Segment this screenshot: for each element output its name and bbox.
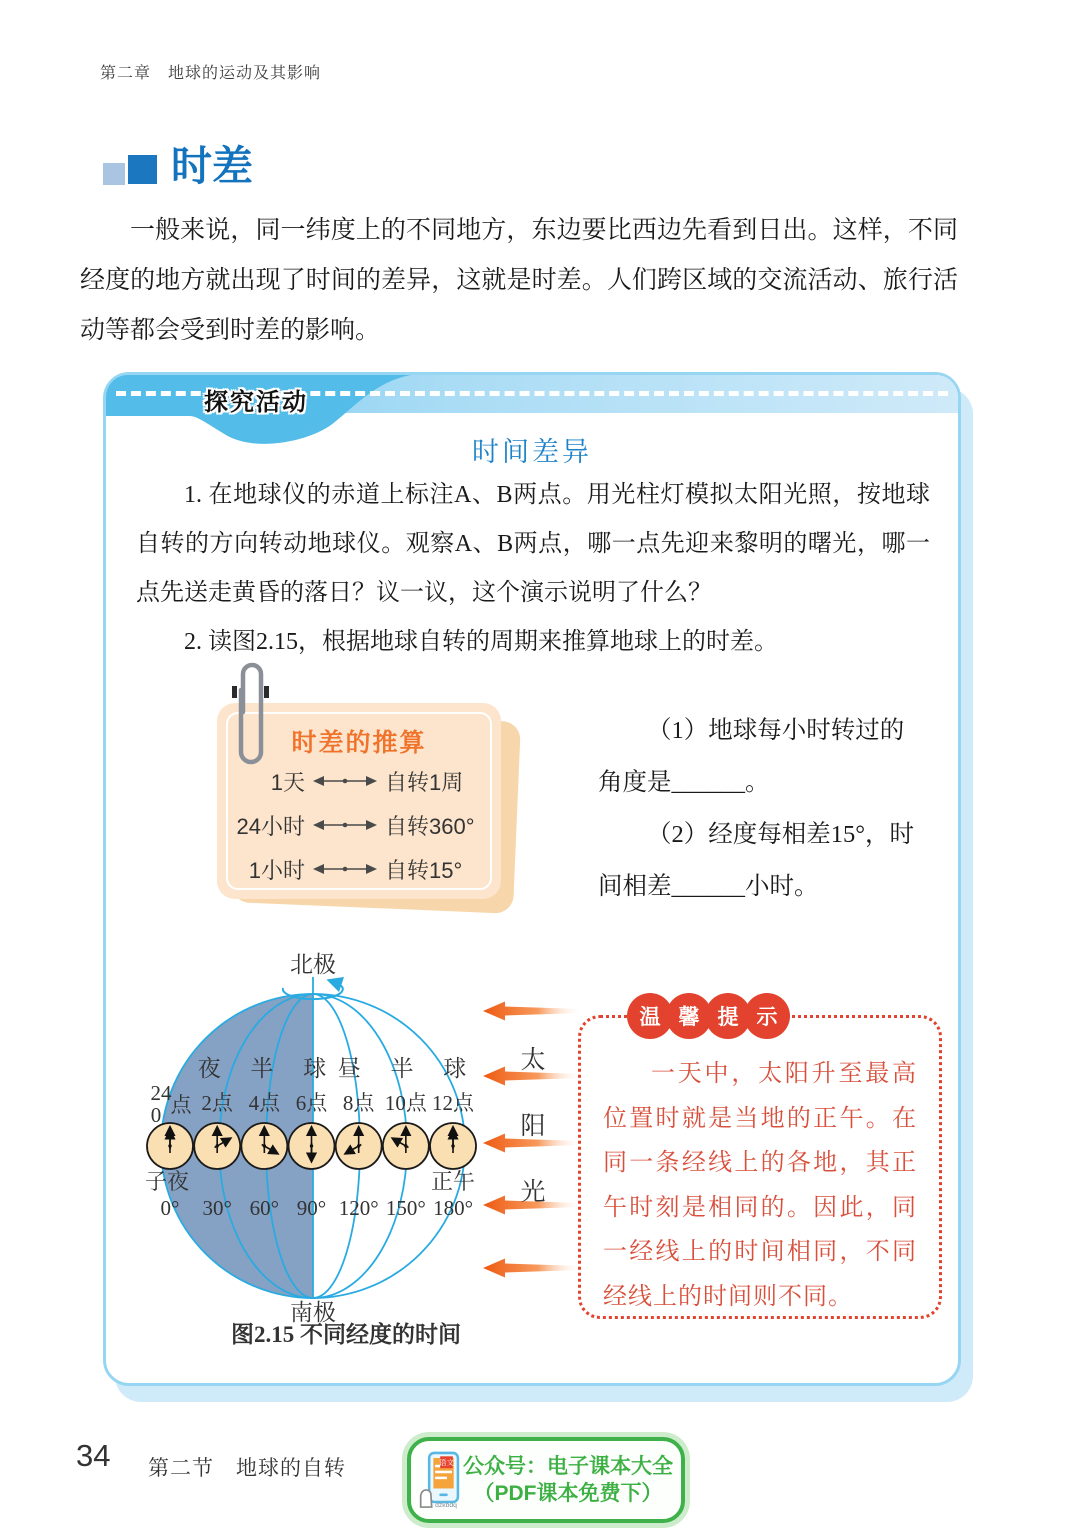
note-card-title: 时差的推算 bbox=[291, 729, 427, 757]
clock-face bbox=[430, 1123, 476, 1169]
clock-time-label: 12点 bbox=[432, 1091, 475, 1115]
double-arrow-icon bbox=[313, 774, 377, 788]
note-card-wrap bbox=[213, 660, 523, 900]
promo-badge[interactable] bbox=[407, 1437, 685, 1523]
night-hemisphere-label: 夜 半 球 bbox=[197, 1056, 339, 1081]
section-squares-icon bbox=[103, 151, 159, 187]
section-title: 时差 bbox=[171, 143, 253, 189]
note-right: 自转1周 bbox=[385, 769, 464, 795]
tip-badge bbox=[627, 993, 790, 1039]
question-2-line-2: 间相差______小时。 bbox=[598, 873, 819, 900]
clock-face bbox=[147, 1123, 193, 1169]
tip-badge-char: 馨 bbox=[666, 993, 712, 1039]
chapter-header: 第二章 地球的运动及其影响 bbox=[100, 65, 322, 82]
longitude-label: 0° bbox=[160, 1196, 180, 1220]
longitude-label: 60° bbox=[249, 1196, 280, 1220]
note-right: 自转360° bbox=[385, 813, 475, 839]
longitude-label: 120° bbox=[338, 1196, 379, 1220]
clock0-label-0: 0 bbox=[150, 1103, 162, 1127]
promo-text bbox=[463, 1453, 673, 1507]
promo-line-1: 公众号：电子课本大全 bbox=[463, 1455, 673, 1478]
explore-activity-box bbox=[103, 372, 961, 1386]
intro-paragraph: 一般来说，同一纬度上的不同地方，东边要比西边先看到日出。这样，不同经度的地方就出现了时间的差异，这就是时差。人们跨区域的交流活动、旅行活动等都会受到时差的影响。 bbox=[80, 217, 958, 344]
south-pole-label: 南极 bbox=[290, 1300, 336, 1325]
paperclip-icon bbox=[231, 660, 273, 780]
double-arrow-icon bbox=[313, 818, 377, 832]
tip-badge-char: 示 bbox=[744, 993, 790, 1039]
tip-badge-char: 温 bbox=[627, 993, 673, 1039]
tip-text: 一天中，太阳升至最高位置时就是当地的正午。在同一条经线上的各地，其正午时刻是相同的。因此，同一经线上的时间相同，不同经线上的时间则不同。 bbox=[603, 1061, 917, 1310]
activity-header-band bbox=[106, 375, 958, 416]
sun-char-2: 阳 bbox=[520, 1113, 546, 1140]
note-row bbox=[217, 803, 501, 847]
clock-time-label: 10点 bbox=[384, 1091, 427, 1115]
midnight-label: 子夜 bbox=[144, 1169, 190, 1194]
longitude-label: 180° bbox=[433, 1196, 473, 1220]
clock-face bbox=[194, 1123, 240, 1169]
longitude-label: 30° bbox=[202, 1196, 232, 1220]
sun-char-1: 太 bbox=[520, 1047, 546, 1074]
activity-body bbox=[136, 471, 930, 667]
question-1-line-1: （1）地球每小时转过的 bbox=[647, 717, 905, 744]
activity-tab-label: 探究活动 bbox=[204, 389, 308, 416]
phone-book-icon bbox=[419, 1446, 463, 1514]
clock0-label-24: 24 bbox=[150, 1081, 172, 1105]
clock-face bbox=[336, 1123, 382, 1169]
clock-face bbox=[241, 1123, 287, 1169]
figure-globe-diagram bbox=[131, 948, 596, 1348]
activity-item-1: 1. 在地球仪的赤道上标注A、B两点。用光柱灯模拟太阳光照，按地球自转的方向转动地球仪。观察A、B两点，哪一点先迎来黎明的曙光，哪一点先送走黄昏的落日？议一议，这个演示说明了什么？ bbox=[136, 482, 930, 606]
square-light-icon bbox=[103, 163, 125, 185]
clock-time-label: 2点 bbox=[201, 1091, 233, 1115]
section-title-row bbox=[103, 143, 253, 189]
clock-time-label: 4点 bbox=[248, 1091, 281, 1115]
longitude-label: 90° bbox=[296, 1196, 327, 1220]
questions bbox=[598, 705, 938, 913]
double-arrow-icon bbox=[313, 862, 377, 876]
figure-caption: 图2.15 不同经度的时间 bbox=[231, 1322, 461, 1347]
noon-label: 正午 bbox=[430, 1169, 476, 1194]
note-right: 自转15° bbox=[385, 857, 463, 883]
clock0-label-dian: 点 bbox=[170, 1093, 192, 1117]
note-left: 1小时 bbox=[248, 857, 305, 883]
footer-section-label: 第二节 地球的自转 bbox=[148, 1457, 346, 1480]
note-row bbox=[217, 847, 501, 891]
longitude-label: 150° bbox=[385, 1196, 426, 1220]
clock-face bbox=[289, 1123, 335, 1169]
north-pole-label: 北极 bbox=[290, 952, 336, 977]
question-1-line-2: 角度是______。 bbox=[598, 769, 770, 796]
promo-line-2: （PDF课本免费下） bbox=[473, 1482, 663, 1505]
clock-time-label: 8点 bbox=[342, 1091, 375, 1115]
activity-item-2: 2. 读图2.15，根据地球自转的周期来推算地球上的时差。 bbox=[184, 629, 778, 655]
day-hemisphere-label: 昼 半 球 bbox=[337, 1056, 479, 1081]
note-left: 24小时 bbox=[236, 813, 305, 839]
sun-char-3: 光 bbox=[520, 1179, 546, 1206]
activity-title: 时间差异 bbox=[472, 437, 592, 467]
icon-label-text: 语文 bbox=[438, 1457, 455, 1467]
square-dark-icon bbox=[128, 155, 157, 184]
question-2-line-1: （2）经度每相差15°，时 bbox=[647, 821, 915, 848]
icon-sub-text: dzkbdq bbox=[435, 1502, 457, 1510]
note-left: 1天 bbox=[270, 769, 305, 795]
page-number: 34 bbox=[76, 1438, 111, 1473]
tip-box bbox=[578, 1006, 942, 1319]
tip-badge-char: 提 bbox=[705, 993, 751, 1039]
clock-face bbox=[383, 1123, 429, 1169]
clock-time-label: 6点 bbox=[295, 1091, 328, 1115]
